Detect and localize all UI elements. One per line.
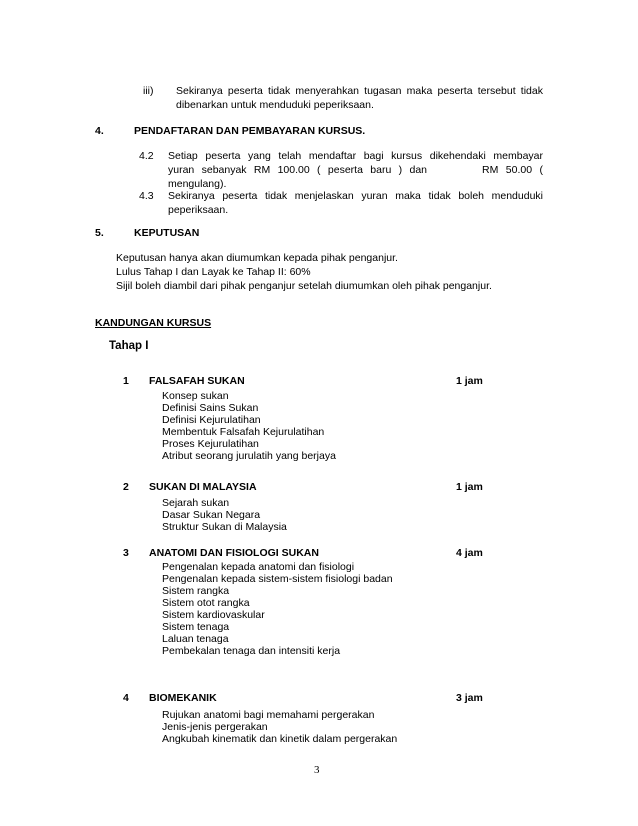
topic-1-number: 1 [123, 375, 129, 387]
subtopic: Laluan tenaga [162, 633, 229, 645]
item-4-2-number: 4.2 [139, 150, 154, 162]
topic-3-title: ANATOMI DAN FISIOLOGI SUKAN [149, 547, 319, 559]
item-4-2-line-1: Setiap peserta yang telah mendaftar bagi kursus dikehendaki membayar [168, 150, 543, 162]
subtopic: Pembekalan tenaga dan intensiti kerja [162, 645, 341, 657]
topic-1-duration: 1 jam [456, 375, 483, 387]
item-4-3-line-2: peperiksaan. [168, 204, 229, 216]
tahap-heading: Tahap I [109, 340, 149, 352]
topic-1-subtopics [162, 390, 336, 462]
page-number: 3 [314, 764, 320, 776]
section-4-title: PENDAFTARAN DAN PEMBAYARAN KURSUS. [134, 125, 366, 137]
topic-3-number: 3 [123, 547, 129, 559]
item-iii-line-2: dibenarkan untuk menduduki peperiksaan. [176, 99, 374, 111]
subtopic: Pengenalan kepada sistem-sistem fisiologi badan [162, 573, 393, 585]
item-4-2-text [168, 150, 543, 190]
keputusan-line-3: Sijil boleh diambil dari pihak penganjur setelah diumumkan oleh pihak penganjur. [116, 280, 492, 292]
subtopic: Sejarah sukan [162, 497, 230, 509]
subtopic: Sistem tenaga [162, 621, 230, 633]
topic-2-subtopics [162, 497, 287, 533]
topic-2-title: SUKAN DI MALAYSIA [149, 481, 257, 493]
section-4-number: 4. [95, 125, 104, 137]
subtopic: Struktur Sukan di Malaysia [162, 521, 287, 533]
subtopic: Membentuk Falsafah Kejurulatihan [162, 426, 325, 438]
subtopic: Sistem otot rangka [162, 597, 250, 609]
item-4-2-line-2b: RM 50.00 ( [482, 164, 543, 176]
item-iii-line-1: Sekiranya peserta tidak menyerahkan tugasan maka peserta tersebut tidak [176, 85, 543, 97]
keputusan-text [116, 252, 492, 292]
subtopic: Proses Kejurulatihan [162, 438, 259, 450]
topic-4-duration: 3 jam [456, 692, 483, 704]
keputusan-line-2: Lulus Tahap I dan Layak ke Tahap II: 60% [116, 266, 311, 278]
item-4-2-line-3: mengulang). [168, 178, 227, 190]
subtopic: Konsep sukan [162, 390, 229, 402]
item-4-3-text [168, 190, 543, 216]
topic-3-subtopics [162, 561, 393, 657]
item-iii-text [176, 85, 543, 111]
subtopic: Atribut seorang jurulatih yang berjaya [162, 450, 336, 462]
item-iii-number: iii) [143, 85, 154, 97]
subtopic: Rujukan anatomi bagi memahami pergerakan [162, 709, 375, 721]
subtopic: Dasar Sukan Negara [162, 509, 261, 521]
kandungan-title: KANDUNGAN KURSUS [95, 317, 212, 329]
topic-4-number: 4 [123, 692, 129, 704]
topic-4-subtopics [162, 709, 397, 745]
subtopic: Pengenalan kepada anatomi dan fisiologi [162, 561, 355, 573]
item-4-2-line-2a: yuran sebanyak RM 100.00 ( peserta baru ) dan [168, 164, 427, 176]
subtopic: Sistem rangka [162, 585, 230, 597]
item-4-3-line-1: Sekiranya peserta tidak menjelaskan yuran maka tidak boleh menduduki [168, 190, 543, 202]
topic-1-title: FALSAFAH SUKAN [149, 375, 245, 387]
keputusan-line-1: Keputusan hanya akan diumumkan kepada pihak penganjur. [116, 252, 398, 264]
topic-2-duration: 1 jam [456, 481, 483, 493]
section-5-title: KEPUTUSAN [134, 227, 200, 239]
subtopic: Definisi Kejurulatihan [162, 414, 261, 426]
subtopic: Angkubah kinematik dan kinetik dalam pergerakan [162, 733, 398, 745]
item-4-3-number: 4.3 [139, 190, 154, 202]
item-4-2-line-2 [168, 164, 543, 176]
subtopic: Jenis-jenis pergerakan [162, 721, 268, 733]
subtopic: Sistem kardiovaskular [162, 609, 265, 621]
subtopic: Definisi Sains Sukan [162, 402, 259, 414]
topic-2-number: 2 [123, 481, 129, 493]
topic-4-title: BIOMEKANIK [149, 692, 217, 704]
topic-3-duration: 4 jam [456, 547, 483, 559]
section-5-number: 5. [95, 227, 104, 239]
